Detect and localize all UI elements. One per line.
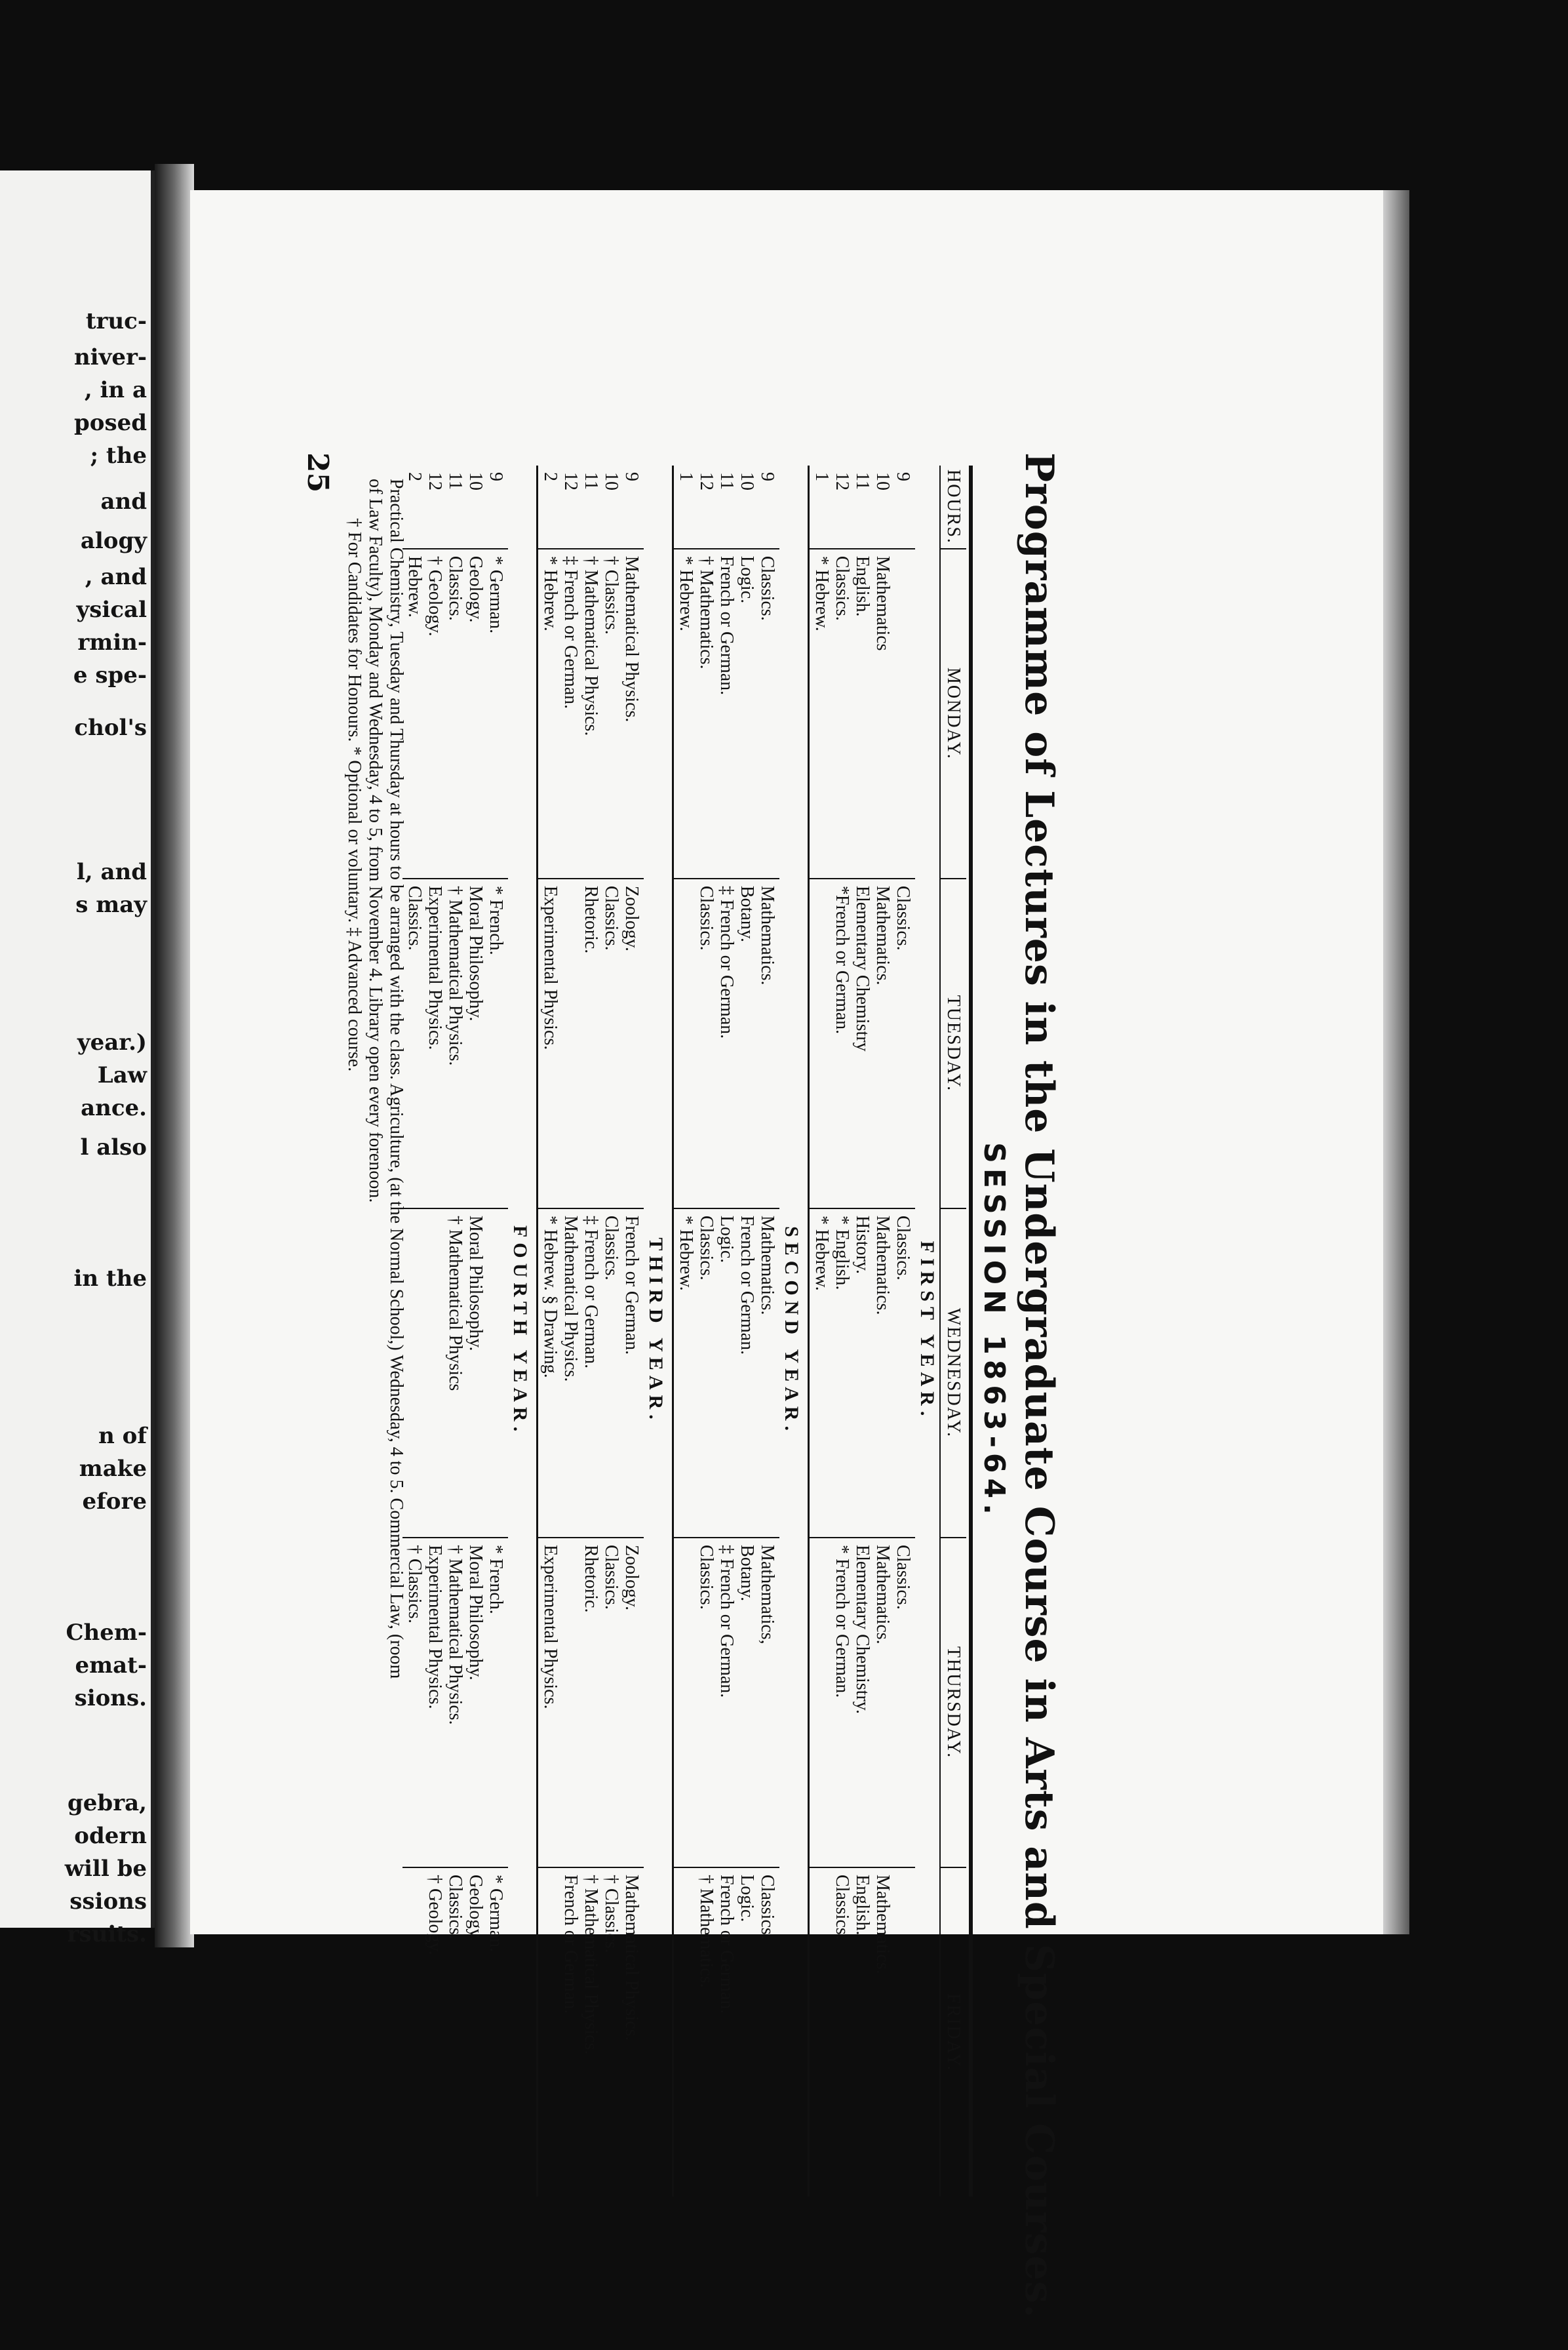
lecture-entry: † Mathematical Physics.: [581, 555, 601, 736]
year-heading-row: [915, 466, 940, 2197]
lecture-entry: Moral Philosophy.: [465, 885, 486, 1022]
lecture-entry: Botany.: [737, 885, 757, 942]
left-page-text-fragment: truc-: [85, 308, 147, 334]
lecture-entry: Geology.: [465, 555, 486, 623]
lecture-entry: * Hebrew.: [676, 555, 696, 631]
left-page-text-fragment: emat-: [75, 1652, 147, 1679]
year-heading-row: [644, 466, 668, 2197]
lecture-entry: Geology.: [465, 1875, 486, 1942]
left-page-text-fragment: alogy: [80, 528, 147, 554]
title-rule: [969, 466, 973, 2197]
lecture-entry: [560, 1545, 581, 1860]
lecture-entry: * Hebrew. § Drawing.: [540, 1215, 560, 1378]
lecture-entry: English.: [852, 1875, 872, 1936]
lecture-entry: Classics.: [893, 885, 913, 951]
year-lectures-row: [809, 466, 916, 2197]
left-page-text-fragment: chol's: [74, 715, 147, 741]
lecture-entry: † Mathematical Physics.: [581, 1875, 601, 2055]
lectures-tuesday: [402, 879, 508, 1208]
year-heading: FIRST YEAR.: [916, 1241, 938, 1422]
lecture-entry: [812, 886, 832, 1201]
left-page-text-fragment: n of: [98, 1423, 147, 1449]
hour-label: 9: [621, 472, 642, 481]
lecture-entry: Experimental Physics.: [425, 1545, 445, 1709]
lecture-entry: * Hebrew.: [540, 555, 560, 631]
lectures-thursday: [538, 1538, 644, 1867]
timetable-sheet: [288, 452, 1062, 2319]
year-lectures-row: [402, 466, 508, 2197]
lecture-entry: † Mathematical Physics: [445, 1215, 465, 1391]
year-heading-row: [508, 466, 532, 2197]
lecture-entry: * Hebrew.: [676, 1215, 696, 1291]
lecture-entry: Mathematics.: [872, 1875, 893, 1974]
hour-label: 2: [404, 472, 425, 481]
lecture-entry: Classics.: [696, 885, 716, 951]
lectures-tuesday: [809, 879, 916, 1208]
left-page-text-fragment: e spe-: [73, 662, 147, 688]
lecture-entry: * Hebrew.: [812, 1215, 832, 1291]
lecture-entry: History.: [852, 1215, 872, 1275]
left-page-text-fragment: year.): [77, 1029, 147, 1056]
lecture-entry: Mathematics,: [757, 1545, 777, 1644]
lecture-entry: Moral Philosophy.: [465, 1215, 486, 1351]
hours-cell: [673, 466, 780, 549]
left-page-text-fragment: rsuits.: [67, 1921, 147, 1947]
lectures-thursday: [402, 1538, 508, 1867]
left-page-text-fragment: l, and: [76, 859, 147, 885]
lecture-entry: French or German.: [737, 1215, 757, 1355]
left-page-text-fragment: ; the: [90, 443, 147, 469]
hour-label: 2: [540, 472, 560, 481]
hour-label: 9: [893, 472, 913, 481]
day-header-wednesday: WEDNESDAY.: [940, 1208, 966, 1538]
lecture-entry: Logic.: [737, 1875, 757, 1922]
book-gutter: [155, 164, 194, 1947]
lecture-entry: Classics.: [601, 1215, 621, 1281]
lecture-entry: Zoology.: [621, 885, 642, 951]
left-page-text-fragment: gebra,: [68, 1790, 147, 1816]
lecture-entry: Classics.: [404, 885, 425, 951]
lecture-entry: French or German.: [716, 555, 737, 696]
footnote-law-faculty: of Law Faculty), Monday and Wednesday, 4 to 5, from November 4. Library open every forenoon.: [365, 479, 385, 1203]
lecture-entry: Classics.: [696, 1545, 716, 1610]
left-page-text-fragment: efore: [82, 1488, 147, 1515]
lecture-entry: * English.: [832, 1215, 852, 1290]
year-heading-row: [779, 466, 804, 2197]
lecture-entry: [676, 1545, 696, 1860]
year-separator: [532, 466, 538, 2197]
lecture-entry: Botany.: [737, 1545, 757, 1602]
lecture-entry: Mathematics.: [872, 1545, 893, 1644]
year-lectures-row: [538, 466, 644, 2197]
lecture-entry: [812, 1875, 832, 2190]
hour-label: 10: [601, 472, 621, 490]
lecture-entry: French or German.: [621, 1215, 642, 1355]
lecture-timetable: [402, 466, 966, 2197]
left-page-text-fragment: , in a: [84, 377, 147, 403]
lecture-entry: ‡ French or German.: [716, 885, 737, 1039]
lecture-entry: Mathematics.: [757, 885, 777, 986]
lecture-entry: ‡ French or German.: [560, 555, 581, 709]
lectures-monday: [673, 549, 780, 879]
left-page-text-fragment: ance.: [81, 1095, 147, 1121]
lectures-friday: [809, 1867, 916, 2197]
lecture-entry: Experimental Physics.: [425, 885, 445, 1050]
header-row: [940, 466, 966, 2197]
lecture-entry: † Mathematics.: [696, 555, 716, 669]
lecture-entry: † Geology.: [425, 1875, 445, 1955]
lecture-entry: English.: [852, 555, 872, 617]
lectures-wednesday: [809, 1208, 916, 1538]
lecture-entry: ‡ French or German.: [581, 1215, 601, 1369]
lecture-entry: † Classics.: [404, 1545, 425, 1623]
lecture-entry: † Geology.: [425, 555, 445, 637]
lecture-entry: Mathematics.: [872, 885, 893, 986]
lectures-tuesday: [673, 879, 780, 1208]
left-page-text-fragment: Chem-: [66, 1620, 147, 1646]
lecture-entry: * German.: [486, 1875, 506, 1953]
lectures-wednesday: [402, 1208, 508, 1538]
lecture-entry: [893, 556, 913, 871]
lecture-entry: [560, 886, 581, 1201]
year-heading: FOURTH YEAR.: [509, 1225, 531, 1437]
hour-label: 12: [560, 472, 581, 490]
day-header-tuesday: TUESDAY.: [940, 879, 966, 1208]
hour-label: 10: [872, 472, 893, 490]
lecture-entry: Zoology.: [621, 1545, 642, 1611]
lectures-thursday: [673, 1538, 780, 1867]
separator-rule: [532, 466, 538, 2197]
timetable-body: [402, 466, 940, 2197]
year-separator: [668, 466, 673, 2197]
left-page-text-fragment: make: [79, 1456, 147, 1482]
hour-label: 10: [737, 472, 757, 490]
left-page-text-fragment: and: [100, 488, 147, 515]
lecture-entry: [425, 1216, 445, 1530]
lecture-entry: Mathematics: [872, 555, 893, 651]
year-heading: SECOND YEAR.: [781, 1226, 802, 1436]
hours-header: HOURS.: [940, 466, 966, 549]
lecture-entry: Mathematical Physics.: [560, 1215, 581, 1382]
lecture-entry: Classics.: [893, 1545, 913, 1610]
left-page-text-fragment: , and: [85, 564, 147, 590]
lecture-entry: Rhetoric.: [581, 885, 601, 954]
hour-label: 1: [812, 472, 832, 481]
left-page-text-fragment: in the: [73, 1265, 147, 1292]
lecture-entry: Classics.: [445, 555, 465, 621]
lecture-entry: Moral Philosophy.: [465, 1545, 486, 1681]
day-header-monday: MONDAY.: [940, 549, 966, 879]
left-page-text-fragment: s may: [75, 892, 147, 918]
lecture-entry: * Hebrew.: [812, 555, 832, 631]
lecture-entry: Elementary Chemistry: [852, 885, 872, 1052]
hour-label: 12: [832, 472, 852, 490]
day-header-friday: FRIDAY.: [940, 1867, 966, 2197]
left-page-text-fragment: posed: [74, 410, 147, 436]
lecture-entry: [893, 1875, 913, 2190]
left-page-text-fragment: sions.: [74, 1685, 147, 1711]
lecture-entry: Classics.: [696, 1215, 716, 1281]
hours-cell: [538, 466, 644, 549]
lectures-monday: [538, 549, 644, 879]
left-page-text-fragment: will be: [64, 1856, 147, 1882]
hour-label: 11: [852, 472, 872, 490]
lecture-entry: † Mathematics.: [696, 1875, 716, 1988]
left-page-text-fragment: l also: [80, 1134, 147, 1161]
separator-rule: [804, 466, 809, 2197]
hour-label: 1: [676, 472, 696, 481]
lecture-entry: Logic.: [716, 1215, 737, 1264]
lecture-entry: [676, 1875, 696, 2190]
lecture-entry: † Classics.: [601, 555, 621, 635]
lectures-tuesday: [538, 879, 644, 1208]
left-page-text-fragment: ysical: [76, 597, 147, 623]
hours-cell: [809, 466, 916, 549]
session-heading: SESSION 1863-64.: [977, 1142, 1011, 1520]
lecture-entry: † Mathematical Physics.: [445, 1545, 465, 1725]
year-separator: [804, 466, 809, 2197]
hours-cell: [402, 466, 508, 549]
lecture-entry: Classics.: [832, 1875, 852, 1940]
hour-label: 12: [696, 472, 716, 490]
lectures-wednesday: [538, 1208, 644, 1538]
lecture-entry: [404, 1216, 425, 1530]
left-page-text-fragment: odern: [74, 1823, 147, 1849]
lecture-entry: Classics.: [893, 1215, 913, 1281]
left-page-text-fragment: ssions: [69, 1888, 147, 1915]
lecture-entry: Classics.: [757, 555, 777, 621]
left-page-text-fragment: Law: [97, 1062, 147, 1088]
hour-label: 9: [757, 472, 777, 481]
lecture-entry: Classics.: [601, 1545, 621, 1610]
day-header-thursday: THURSDAY.: [940, 1538, 966, 1867]
hour-label: 9: [486, 472, 506, 481]
lecture-entry: *French or German.: [832, 885, 852, 1035]
year-lectures-row: [673, 466, 780, 2197]
lecture-entry: * French or German.: [832, 1545, 852, 1698]
page-edge: [1383, 190, 1409, 1934]
lectures-friday: [402, 1867, 508, 2197]
lecture-entry: Hebrew.: [404, 555, 425, 618]
page-number: 25: [301, 452, 334, 493]
programme-title: Programme of Lectures in the Undergraduate Course in Arts and Special Courses.: [1016, 452, 1062, 2319]
lecture-entry: Logic.: [737, 555, 757, 604]
lecture-entry: [812, 1545, 832, 1860]
lecture-entry: * German.: [486, 555, 506, 634]
lecture-entry: * French.: [486, 885, 506, 955]
hour-label: 11: [581, 472, 601, 490]
lecture-entry: Classics.: [601, 885, 621, 951]
lecture-entry: [676, 886, 696, 1201]
hour-label: 12: [425, 472, 445, 490]
lecture-entry: French or German.: [560, 1875, 581, 2014]
lecture-entry: ‡ French or German.: [716, 1545, 737, 1698]
lecture-entry: Experimental Physics.: [540, 1545, 560, 1709]
lecture-entry: * French.: [486, 1545, 506, 1614]
lecture-entry: Mathematics.: [872, 1215, 893, 1315]
lecture-entry: Experimental Physics.: [540, 885, 560, 1050]
lecture-entry: † Mathematical Physics.: [445, 885, 465, 1066]
lectures-wednesday: [673, 1208, 780, 1538]
left-page-text-fragment: rmin-: [77, 629, 147, 656]
lecture-entry: Rhetoric.: [581, 1545, 601, 1613]
adjacent-page: [0, 170, 155, 1947]
lecture-entry: Classics.: [832, 555, 852, 621]
lectures-thursday: [809, 1538, 916, 1867]
footnotes: [343, 479, 406, 2183]
footnote-symbols: † For Candidates for Honours. * Optional or voluntary. ‡ Advanced course.: [344, 518, 364, 1072]
lecture-entry: Mathematical Physics.: [621, 1875, 642, 2041]
lecture-entry: Classics.: [757, 1875, 777, 1940]
lecture-entry: Classics.: [445, 1875, 465, 1940]
lecture-entry: Mathematics.: [757, 1215, 777, 1315]
lecture-entry: Elementary Chemistry.: [852, 1545, 872, 1714]
year-heading: THIRD YEAR.: [645, 1237, 667, 1425]
lectures-monday: [402, 549, 508, 879]
lecture-entry: [540, 1875, 560, 2190]
lecture-entry: Mathematical Physics.: [621, 555, 642, 723]
separator-rule: [668, 466, 673, 2197]
lecture-entry: † Classics.: [601, 1875, 621, 1953]
lecture-entry: [404, 1875, 425, 2190]
hour-label: 11: [445, 472, 465, 490]
lectures-friday: [673, 1867, 780, 2197]
lecture-entry: [486, 1216, 506, 1530]
footnote-practical-chemistry: Practical Chemistry, Tuesday and Thursday at hours to be arranged with the class. Agriculture, (at the Normal School,) Wednesday, 4 to 5. Commercial Law, (room: [386, 479, 406, 1679]
left-page-text-fragment: niver-: [73, 344, 147, 370]
hour-label: 10: [465, 472, 486, 490]
lectures-friday: [538, 1867, 644, 2197]
lectures-monday: [809, 549, 916, 879]
hour-label: 11: [716, 472, 737, 490]
lecture-entry: French or German.: [716, 1875, 737, 2014]
